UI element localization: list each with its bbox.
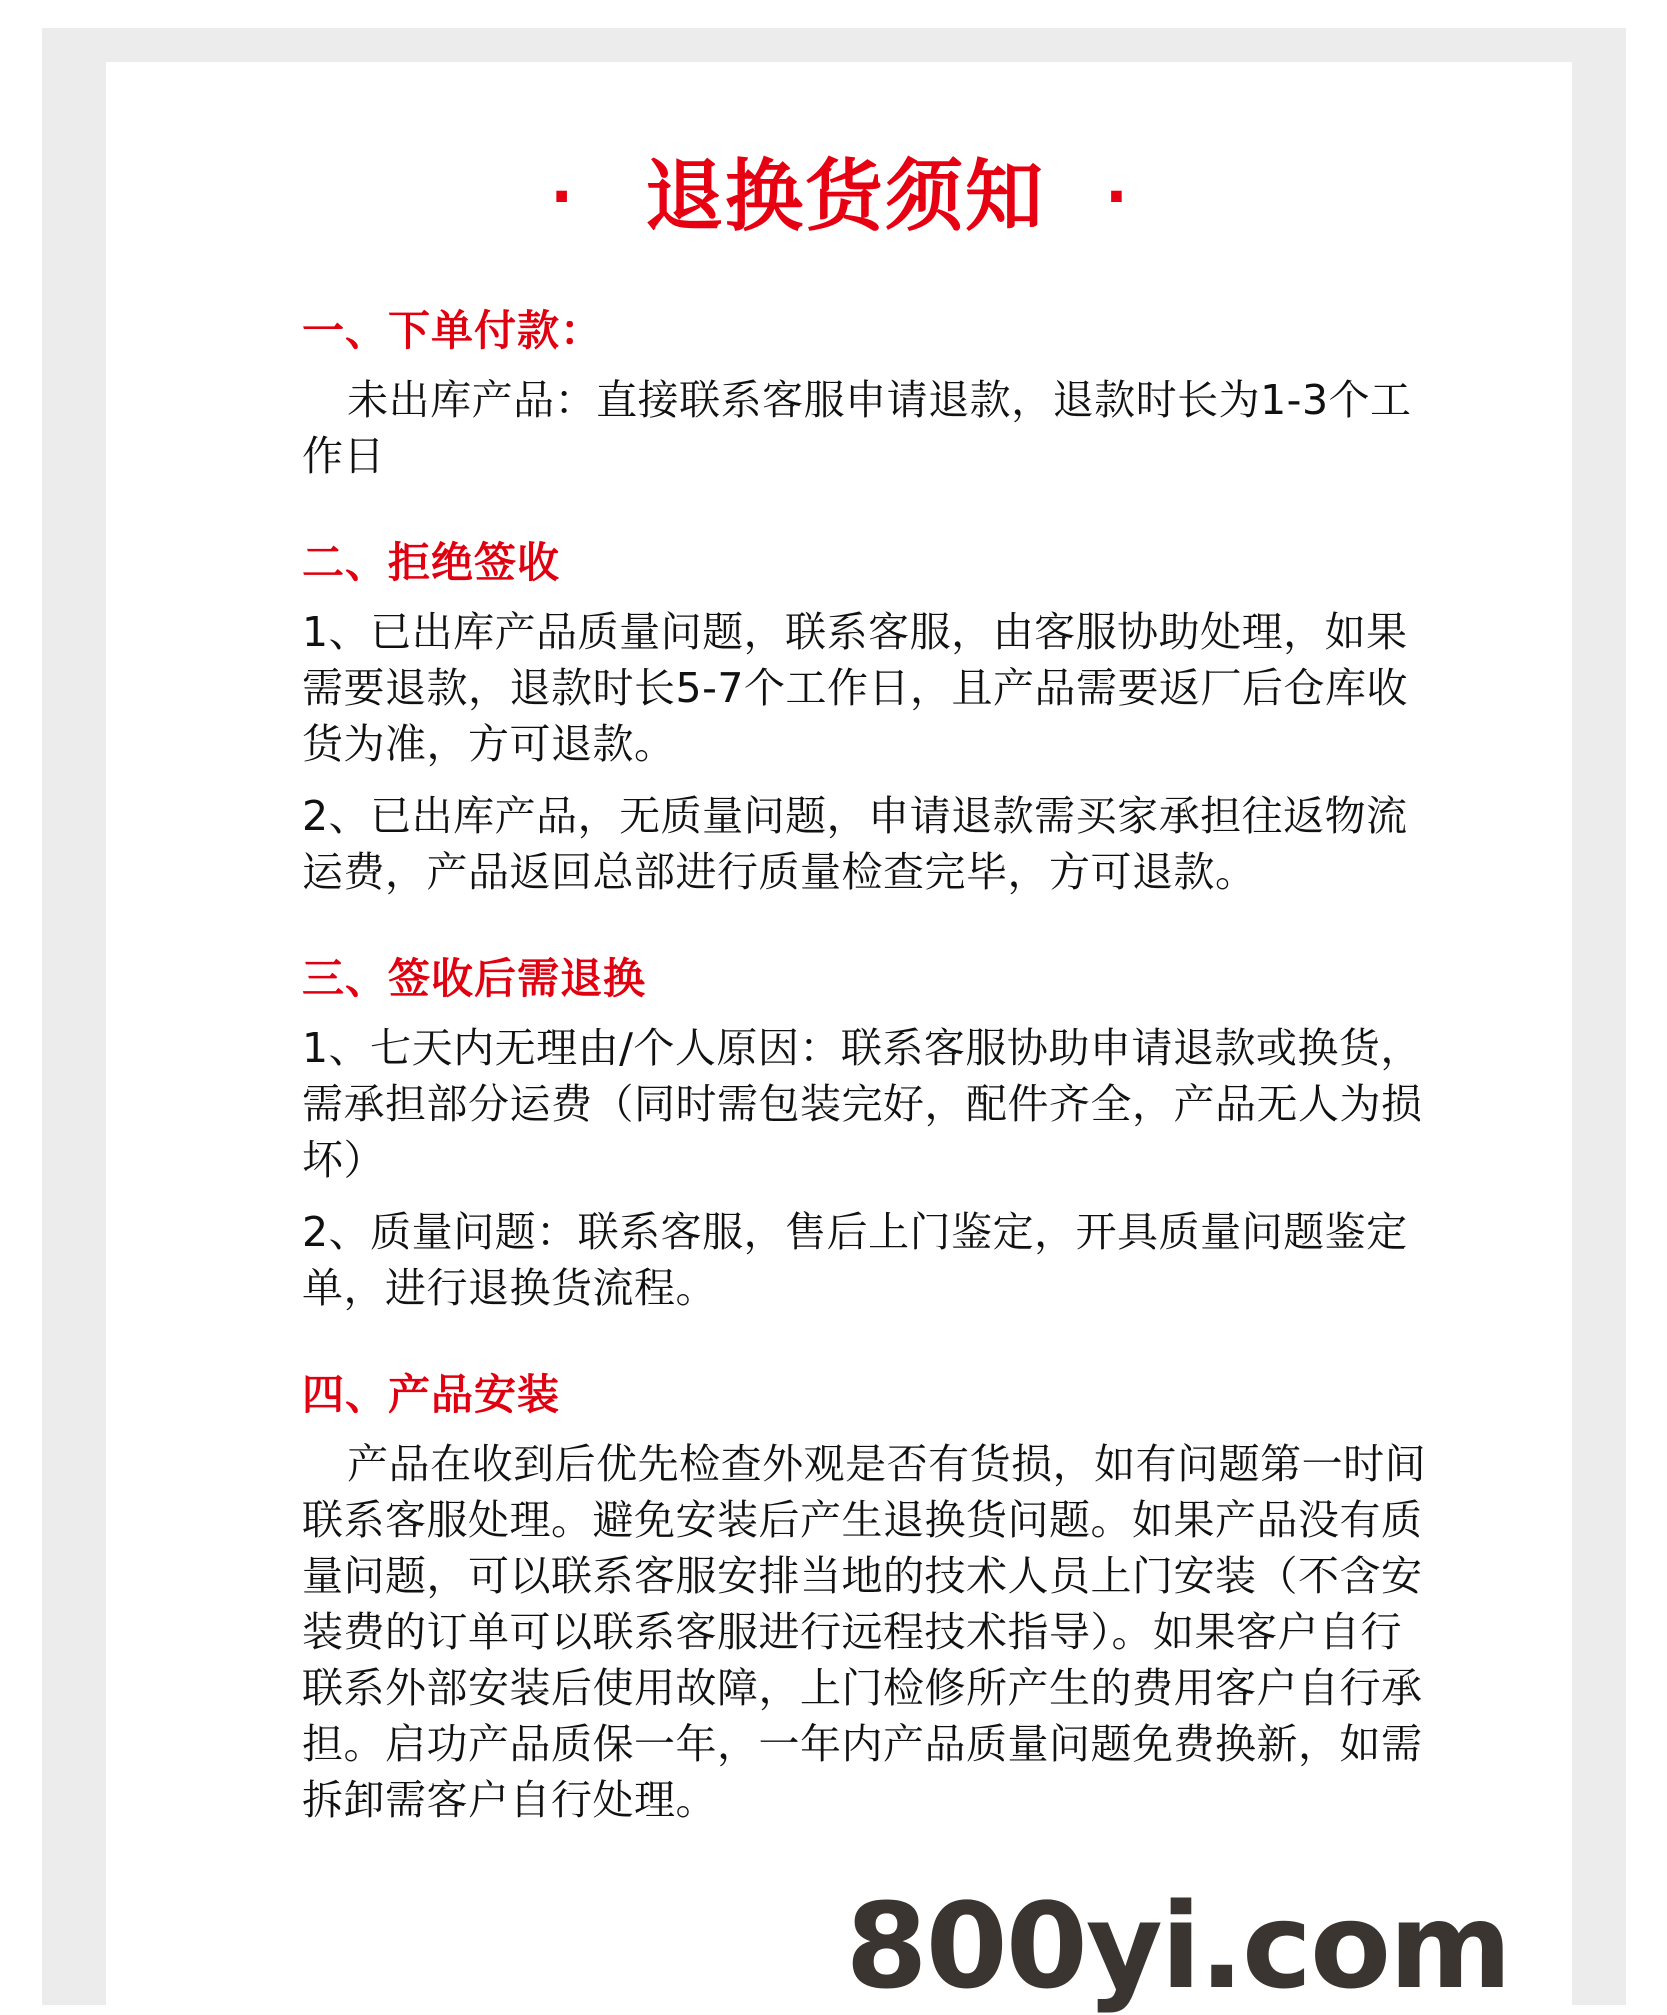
title-dot-left: · bbox=[550, 162, 573, 232]
section-paragraph: 产品在收到后优先检查外观是否有货损，如有问题第一时间联系客服处理。避免安装后产生退换货问题。如果产品没有质量问题，可以联系客服安排当地的技术人员上门安装（不含安装费的订单可以联系客服进行远程技术指导）。如果客户自行联系外部安装后使用故障，上门检修所产生的费用客户自行承担。启功产品质保一年，一年内产品质量问题免费换新，如需拆卸需客户自行处理。 bbox=[302, 1440, 1427, 1824]
section-heading: 三、签收后需退换 bbox=[302, 954, 647, 1003]
watermark-logo: 800yi.com bbox=[845, 1877, 1510, 2015]
section-heading: 一、下单付款： bbox=[302, 306, 604, 355]
page-title bbox=[106, 142, 1572, 252]
section-refuse-delivery bbox=[302, 534, 1432, 900]
section-paragraph: 2、已出库产品，无质量问题，申请退款需买家承担往返物流运费，产品返回总部进行质量检查完毕，方可退款。 bbox=[302, 792, 1408, 896]
section-heading: 二、拒绝签收 bbox=[302, 538, 561, 587]
section-order-payment bbox=[302, 302, 1432, 484]
section-heading: 四、产品安装 bbox=[302, 1370, 561, 1419]
page-frame bbox=[42, 28, 1626, 2015]
section-paragraph: 2、质量问题：联系客服，售后上门鉴定，开具质量问题鉴定单，进行退换货流程。 bbox=[302, 1208, 1408, 1312]
section-paragraph: 未出库产品：直接联系客服申请退款，退款时长为1-3个工作日 bbox=[302, 376, 1412, 480]
notice-card bbox=[106, 62, 1572, 2015]
section-paragraph: 1、七天内无理由/个人原因：联系客服协助申请退款或换货，需承担部分运费（同时需包装完好，配件齐全，产品无人为损坏） bbox=[302, 1024, 1423, 1184]
title-text: 退换货须知 bbox=[644, 152, 1045, 242]
section-installation bbox=[302, 1366, 1432, 1828]
notice-content bbox=[302, 302, 1432, 1844]
title-dot-right: · bbox=[1105, 162, 1128, 232]
section-return-after-receipt bbox=[302, 950, 1432, 1316]
section-paragraph: 1、已出库产品质量问题，联系客服，由客服协助处理，如果需要退款，退款时长5-7个工作日，且产品需要返厂后仓库收货为准，方可退款。 bbox=[302, 608, 1408, 768]
